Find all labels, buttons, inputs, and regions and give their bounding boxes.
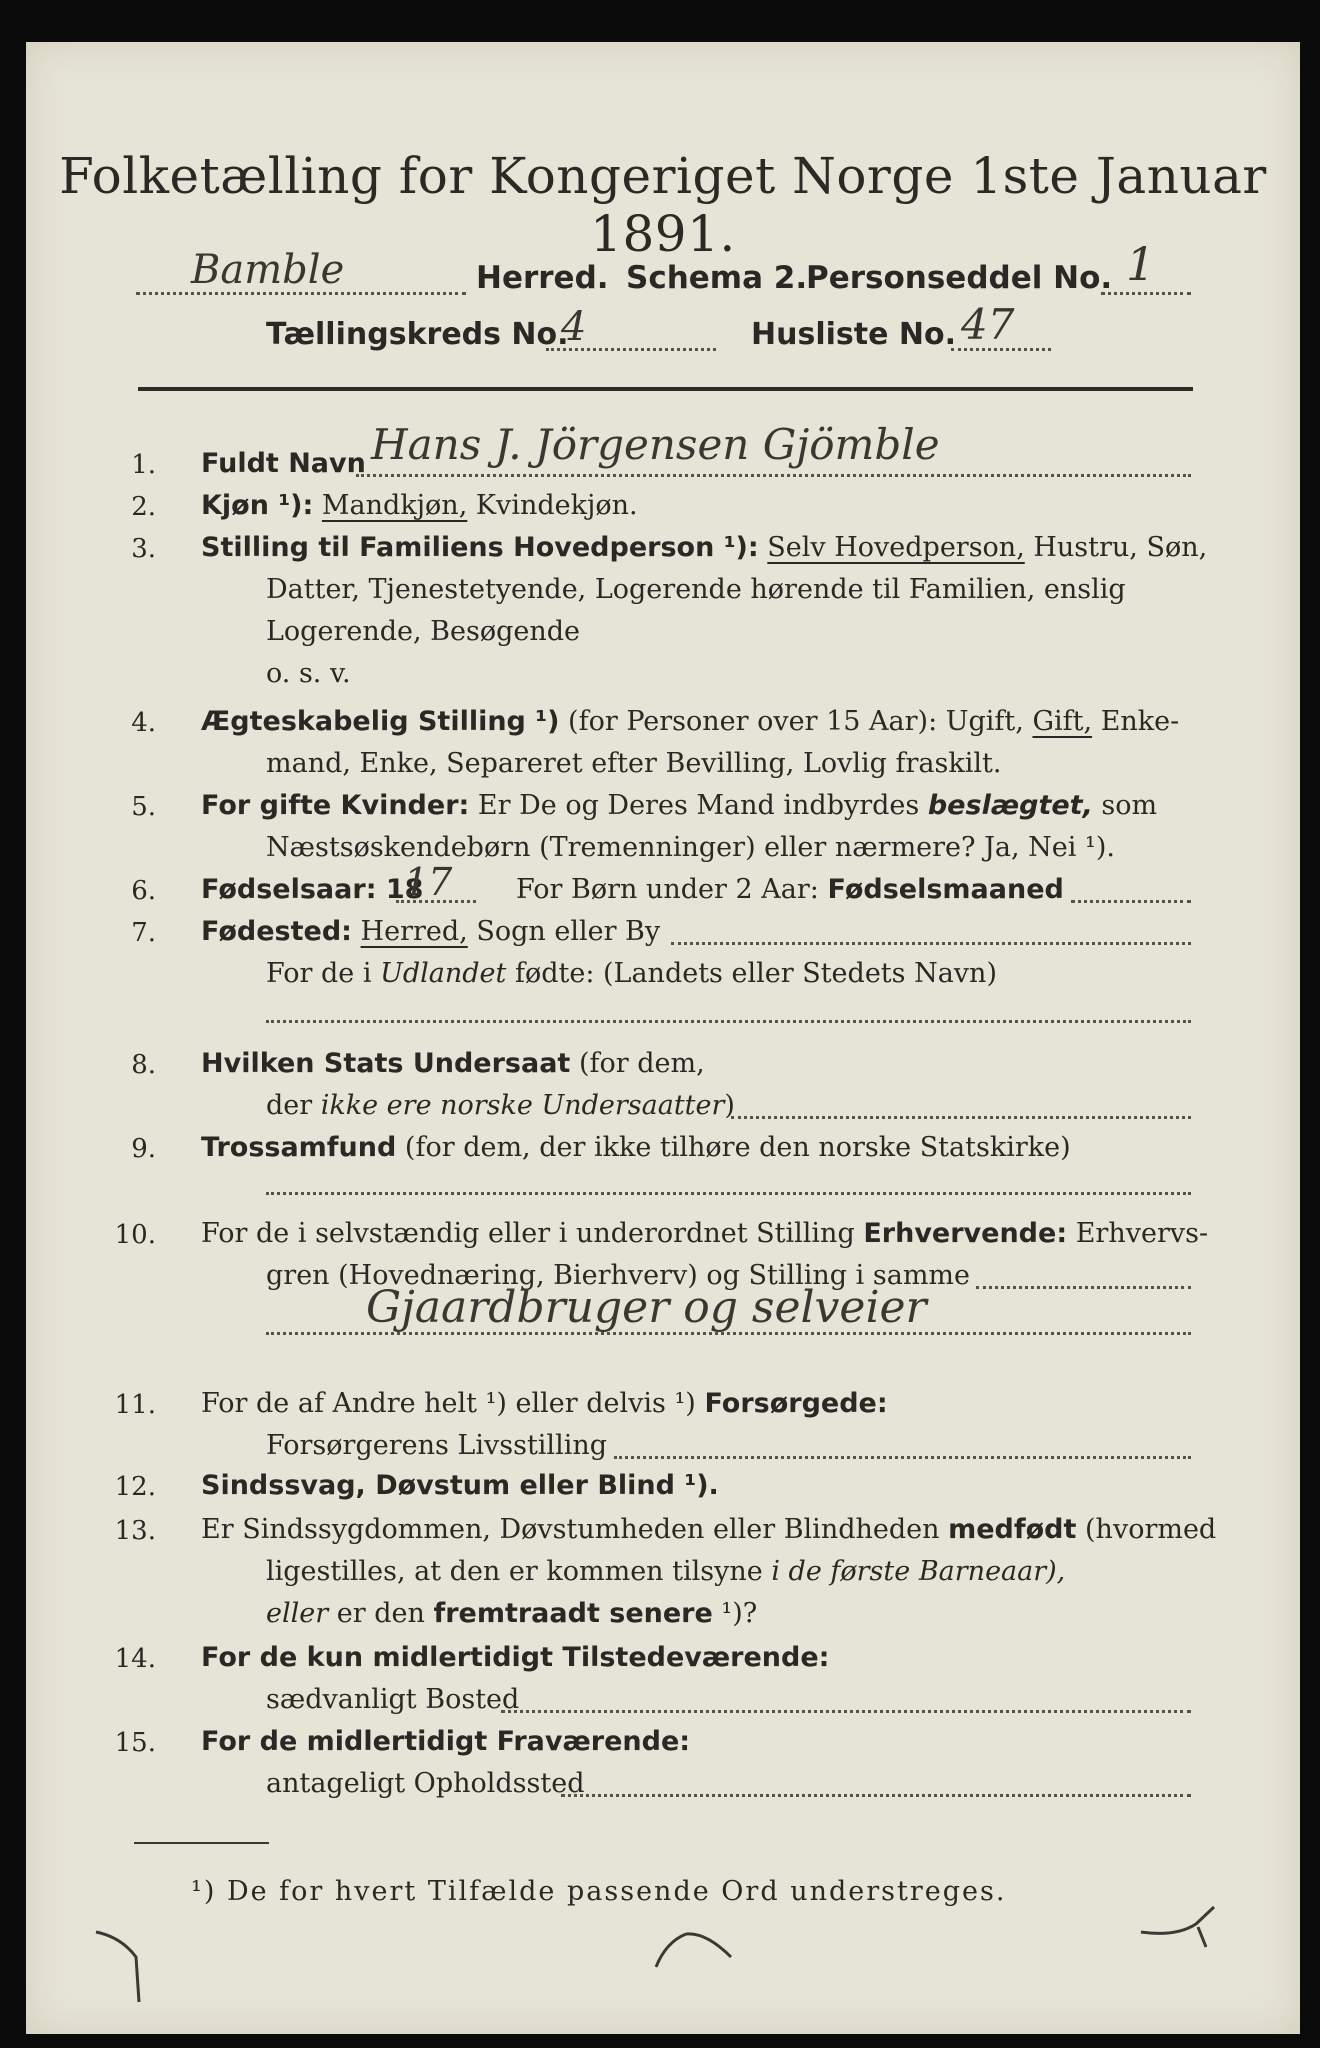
q10-answer-dotline xyxy=(266,1332,1191,1335)
q9-label: Trossamfund xyxy=(201,1132,397,1163)
scan-mark-left xyxy=(91,1912,171,2012)
q13-line2-a: ligestilles, at den er kommen tilsyne xyxy=(266,1556,763,1587)
footnote-text: ¹) De for hvert Tilfælde passende Ord understreges. xyxy=(191,1876,1007,1907)
scan-mark-right xyxy=(1136,1902,1226,1962)
q13-line3-b: ¹)? xyxy=(721,1598,758,1629)
q4-label: Ægteskabelig Stilling ¹) xyxy=(201,706,560,737)
kreds-label: Tællingskreds No. xyxy=(266,317,569,352)
q6-label: Fødselsaar: 18 xyxy=(201,874,424,905)
q3-number: 3. xyxy=(131,534,156,564)
q9-rest: (for dem, der ikke tilhøre den norske Statskirke) xyxy=(404,1132,1071,1163)
husliste-dotline xyxy=(951,348,1051,351)
q4-line2: mand, Enke, Separeret efter Bevilling, Lovlig fraskilt. xyxy=(266,748,1002,779)
personseddel-label: Personseddel No. xyxy=(806,260,1113,296)
q14-label: For de kun midlertidigt Tilstedeværende: xyxy=(201,1642,830,1673)
q12-label: Sindssvag, Døvstum eller Blind ¹). xyxy=(201,1470,719,1501)
scan-mark-center xyxy=(646,1922,746,1982)
q11-label: Forsørgede: xyxy=(704,1388,888,1419)
q1-number: 1. xyxy=(131,450,156,480)
kreds-dotline xyxy=(546,348,716,351)
q5-line1-a: Er De og Deres Mand indbyrdes xyxy=(477,790,920,821)
herred-label: Herred. xyxy=(476,260,609,296)
q13-line1-a: Er Sindssygdommen, Døvstumheden eller Blindheden xyxy=(201,1514,940,1545)
q3-line4: o. s. v. xyxy=(266,658,351,689)
q4-number: 4. xyxy=(131,708,156,738)
q5-line1-b: som xyxy=(1101,790,1158,821)
q1-dotline xyxy=(356,474,1191,477)
q10-number: 10. xyxy=(114,1220,156,1250)
q2-number: 2. xyxy=(131,492,156,522)
q8-line1-b: (for dem, xyxy=(578,1048,705,1079)
q5-number: 5. xyxy=(131,792,156,822)
q13-label: medfødt xyxy=(948,1514,1077,1545)
q7-dotline xyxy=(671,942,1191,945)
q7-line2-b: fødte: (Landets eller Stedets Navn) xyxy=(514,958,997,989)
form-title: Folketælling for Kongeriget Norge 1ste Januar 1891. xyxy=(59,147,1267,263)
q8-line2-a: der xyxy=(266,1090,313,1121)
q7-number: 7. xyxy=(131,918,156,948)
q15-line2: antageligt Opholdssted xyxy=(266,1768,585,1799)
personseddel-value: 1 xyxy=(1126,237,1156,291)
q8-line2-italic: ikke ere norske Undersaatter xyxy=(320,1090,725,1121)
q9-answer-dotline xyxy=(266,1192,1191,1195)
herred-dotline xyxy=(136,292,466,295)
q10-label: Erhvervende: xyxy=(863,1218,1068,1249)
q10-line1-a: For de i selvstændig eller i underordnet Stilling xyxy=(201,1218,855,1249)
q11-line1-a: For de af Andre helt ¹) eller delvis ¹) xyxy=(201,1388,696,1419)
q3-option-selv-hovedperson: Selv Hovedperson, xyxy=(767,532,1025,563)
q2-option-kvindekjon: Kvindekjøn. xyxy=(475,490,638,521)
q11-line2: Forsørgerens Livsstilling xyxy=(266,1430,608,1461)
kreds-value: 4 xyxy=(561,304,587,350)
schema-label: Schema 2. xyxy=(626,260,808,296)
q13-line3-bold: fremtraadt senere xyxy=(433,1598,713,1629)
q10-dotline xyxy=(976,1286,1191,1289)
q7-answer-dotline xyxy=(266,1020,1191,1023)
q6-month-dotline xyxy=(1071,900,1191,903)
q3-line1-rest: Hustru, Søn, xyxy=(1033,532,1208,563)
q6-rest: For Børn under 2 Aar: xyxy=(516,874,819,905)
q3-line2: Datter, Tjenestetyende, Logerende hørende til Familien, enslig xyxy=(266,574,1126,605)
q14-dotline xyxy=(501,1710,1191,1713)
q2-option-mandkjon: Mandkjøn, xyxy=(321,490,468,521)
q10-line1-b: Erhvervs- xyxy=(1075,1218,1209,1249)
header-rule xyxy=(138,387,1193,391)
q1-name-value: Hans J. Jörgensen Gjömble xyxy=(371,420,940,469)
q7-option-herred: Herred, xyxy=(360,916,468,947)
q15-number: 15. xyxy=(114,1728,156,1758)
q10-line2: gren (Hovednæring, Bierhverv) og Stilling i samme xyxy=(266,1260,971,1291)
q4-option-gift: Gift, xyxy=(1032,706,1093,737)
q14-line2: sædvanligt Bosted xyxy=(266,1684,520,1715)
q13-number: 13. xyxy=(114,1516,156,1546)
q2-label: Kjøn ¹): xyxy=(201,490,314,521)
q5-line1-italic: beslægtet, xyxy=(927,790,1093,821)
q13-line3-a: er den xyxy=(336,1598,425,1629)
q15-dotline xyxy=(561,1794,1191,1797)
q13-line1-b: (hvormed xyxy=(1085,1514,1217,1545)
q8-dotline xyxy=(731,1116,1191,1119)
q8-number: 8. xyxy=(131,1050,156,1080)
q14-number: 14. xyxy=(114,1644,156,1674)
q6-dotline xyxy=(396,900,476,903)
census-form-sheet: Folketælling for Kongeriget Norge 1ste Januar 1891. Bamble Herred. Schema 2. Personseddel No. 1 Tællingskreds No. 4 Husliste No. 47 1. Fuldt Navn Hans J. Jörgensen Gjömble 2. Kjøn ¹): Mandkjøn, Kvindekjøn. 3. Stilling til Familiens Hovedperson ¹): Selv Hovedperson, Hustru, Søn, Datter, Tjenestetyende, Logerende hørende til Familien, enslig Logerende, Besøgende o. s. v. 4. Ægteskabelig Stilling ¹) (for Personer over 15 Aar): Ugift, Gift, Enke- mand, Enke, Separeret efter Bevilling, Lovlig fraskilt. 5. For gifte Kvinder: Er De og Deres Mand indbyrdes beslægtet, som Næstsøskendebørn (Tremenninger) eller nærmere? Ja, Nei ¹). 6. Fødselsaar: 18 17 For Børn under 2 Aar: Fødselsmaaned 7. Fødested: Herred, Sogn eller By For de i Udlandet fødte: (Landets eller Stedets Navn) 8. Hvilken Stats Undersaat (for dem, der ikke ere norske Undersaatter) 9. Trossamfund (for dem, der ikke tilhøre den norske Statskirke) 10. For de i selvstændig eller i underordnet Stilling Erhvervende: Erhvervs- gren (Hovednæring, Bierhverv) og Stilling i samme Gjaardbruger og selveier 11. For de af Andre helt ¹) eller delvis ¹) Forsørgede: Forsørgerens Livsstilling 12. Sindssvag, Døvstum eller Blind ¹). 13. Er Sindssygdommen, Døvstumheden eller Blindheden medfødt (hvormed ligestilles, at den er kommen tilsyne i de første Barneaar), eller er den fremtraadt senere ¹)? 14. For de kun midlertidigt Tilstedeværende: sædvanligt Bosted 15. For de midlertidigt Fraværende: antageligt Opholdssted ¹) De for hvert Tilfælde passende Ord understreges. xyxy=(26,42,1300,2034)
q5-label: For gifte Kvinder: xyxy=(201,790,470,821)
q4-line1-b: Enke- xyxy=(1100,706,1180,737)
q7-label: Fødested: xyxy=(201,916,352,947)
q9-number: 9. xyxy=(131,1134,156,1164)
husliste-label: Husliste No. xyxy=(751,317,956,352)
q13-line2-italic: i de første Barneaar), xyxy=(771,1556,1066,1587)
q6-year-value: 17 xyxy=(404,860,453,904)
personseddel-dotline xyxy=(1101,292,1191,295)
q6-label2: Fødselsmaaned xyxy=(827,874,1064,905)
herred-value: Bamble xyxy=(191,247,345,293)
husliste-value: 47 xyxy=(961,300,1015,349)
q8-label: Hvilken Stats Undersaat xyxy=(201,1048,571,1079)
q3-label: Stilling til Familiens Hovedperson ¹): xyxy=(201,532,759,563)
q5-line2: Næstsøskendebørn (Tremenninger) eller nærmere? Ja, Nei ¹). xyxy=(266,832,1115,863)
q10-occupation-value: Gjaardbruger og selveier xyxy=(366,1282,927,1333)
q7-line2-italic: Udlandet xyxy=(380,958,507,989)
q7-line2-a: For de i xyxy=(266,958,372,989)
q12-number: 12. xyxy=(114,1472,156,1502)
q4-line1-a: (for Personer over 15 Aar): Ugift, xyxy=(568,706,1024,737)
q13-line3-italic: eller xyxy=(266,1598,329,1629)
q11-number: 11. xyxy=(114,1390,156,1420)
footnote-rule xyxy=(134,1842,269,1844)
q3-line3: Logerende, Besøgende xyxy=(266,616,580,647)
q11-dotline xyxy=(614,1456,1191,1459)
q6-number: 6. xyxy=(131,876,156,906)
q1-label: Fuldt Navn xyxy=(201,448,366,479)
q7-rest: Sogn eller By xyxy=(476,916,661,947)
q15-label: For de midlertidigt Fraværende: xyxy=(201,1726,691,1757)
